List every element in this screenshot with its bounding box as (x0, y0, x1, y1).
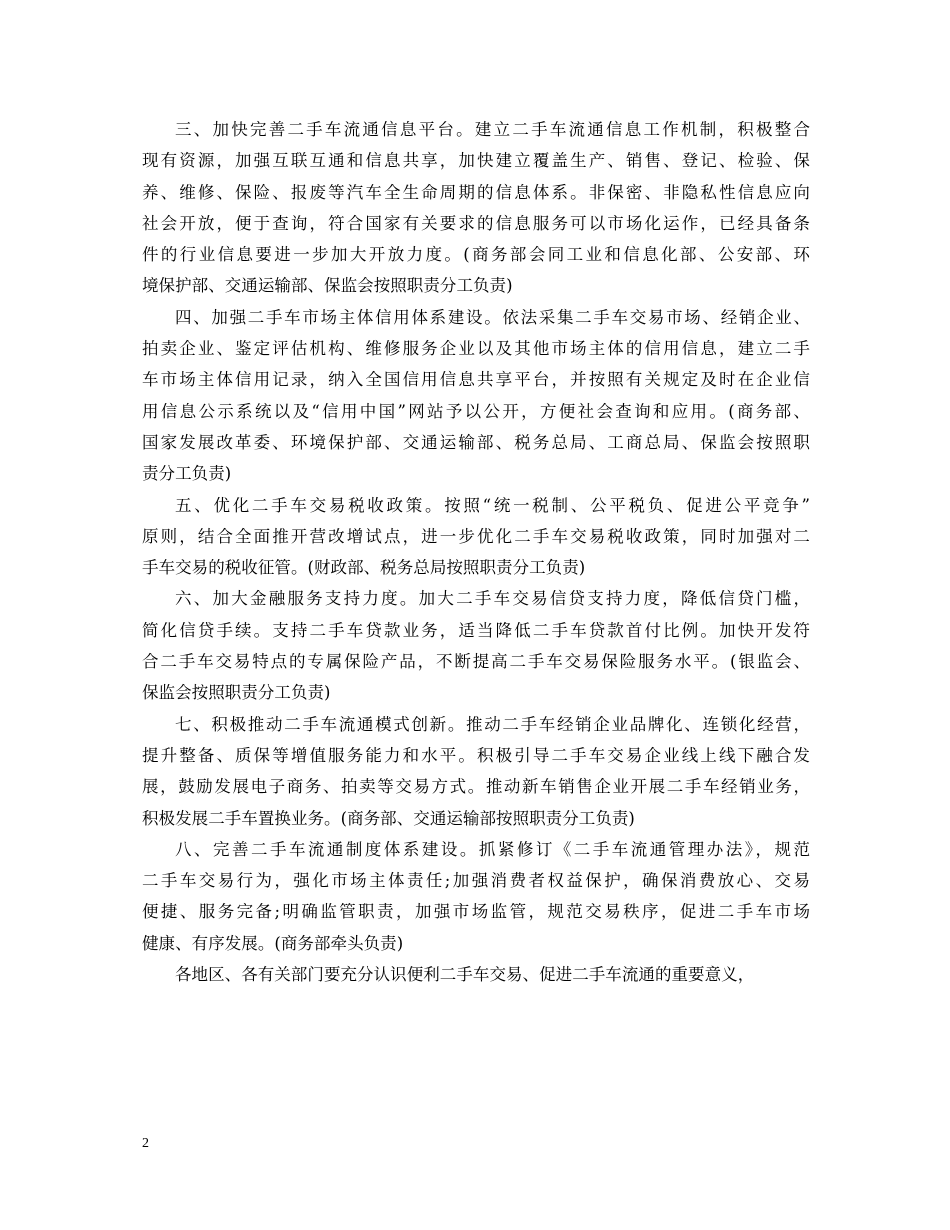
paragraph-line: 养、维修、保险、报废等汽车全生命周期的信息体系。非保密、非隐私性信息应向 (142, 182, 810, 202)
paragraph-line: 社会开放，便于查询，符合国家有关要求的信息服务可以市场化运作，已经具备条 (142, 213, 810, 233)
paragraph-line: 提升整备、质保等增值服务能力和水平。积极引导二手车交易企业线上线下融合发 (142, 745, 810, 765)
paragraph-line: 四、加强二手车市场主体信用体系建设。依法采集二手车交易市场、经销企业、 (175, 307, 810, 327)
paragraph-line: 保监会按照职责分工负责) (142, 683, 331, 703)
paragraph-line: 件的行业信息要进一步加大开放力度。(商务部会同工业和信息化部、公安部、环 (142, 245, 810, 265)
paragraph-line: 六、加大金融服务支持力度。加大二手车交易信贷支持力度，降低信贷门槛， (175, 589, 810, 609)
paragraph-line: 拍卖企业、鉴定评估机构、维修服务企业以及其他市场主体的信用信息，建立二手 (142, 339, 810, 359)
paragraph-line: 健康、有序发展。(商务部牵头负责) (142, 933, 404, 953)
paragraph-line: 国家发展改革委、环境保护部、交通运输部、税务总局、工商总局、保监会按照职 (142, 432, 810, 452)
page-number: 2 (142, 1136, 149, 1151)
paragraph-line: 简化信贷手续。支持二手车贷款业务，适当降低二手车贷款首付比例。加快开发符 (142, 620, 810, 640)
paragraph (142, 302, 810, 490)
paragraph (142, 490, 810, 584)
paragraph-line: 合二手车交易特点的专属保险产品，不断提高二手车交易保险服务水平。(银监会、 (142, 652, 810, 672)
paragraph-line: 用信息公示系统以及“信用中国”网站予以公开，方便社会查询和应用。(商务部、 (142, 401, 810, 421)
paragraph-line: 五、优化二手车交易税收政策。按照“统一税制、公平税负、促进公平竞争” (175, 495, 810, 515)
document-body (142, 114, 810, 990)
paragraph (142, 114, 810, 302)
paragraph (142, 959, 810, 990)
paragraph-line: 七、积极推动二手车流通模式创新。推动二手车经销企业品牌化、连锁化经营， (175, 714, 810, 734)
paragraph-line: 原则，结合全面推开营改增试点，进一步优化二手车交易税收政策，同时加强对二 (142, 526, 810, 546)
paragraph-line: 二手车交易行为，强化市场主体责任;加强消费者权益保护，确保消费放心、交易 (142, 871, 810, 891)
paragraph (142, 583, 810, 708)
paragraph-line: 现有资源，加强互联互通和信息共享，加快建立覆盖生产、销售、登记、检验、保 (142, 151, 810, 171)
paragraph-line: 便捷、服务完备;明确监管职责，加强市场监管，规范交易秩序，促进二手车市场 (142, 902, 810, 922)
paragraph-line: 积极发展二手车置换业务。(商务部、交通运输部按照职责分工负责) (142, 808, 635, 828)
paragraph-line: 车市场主体信用记录，纳入全国信用信息共享平台，并按照有关规定及时在企业信 (142, 370, 810, 390)
paragraph-line: 责分工负责) (142, 464, 232, 484)
paragraph-line: 三、加快完善二手车流通信息平台。建立二手车流通信息工作机制，积极整合 (175, 120, 810, 139)
paragraph (142, 709, 810, 834)
paragraph-line: 各地区、各有关部门要充分认识便利二手车交易、促进二手车流通的重要意义， (175, 965, 755, 985)
paragraph-line: 八、完善二手车流通制度体系建设。抓紧修订《二手车流通管理办法》，规范 (175, 839, 810, 859)
paragraph-line: 手车交易的税收征管。(财政部、税务总局按照职责分工负责) (142, 558, 586, 578)
paragraph (142, 834, 810, 959)
paragraph-line: 展，鼓励发展电子商务、拍卖等交易方式。推动新车销售企业开展二手车经销业务， (142, 777, 810, 797)
paragraph-line: 境保护部、交通运输部、保监会按照职责分工负责) (142, 276, 513, 296)
